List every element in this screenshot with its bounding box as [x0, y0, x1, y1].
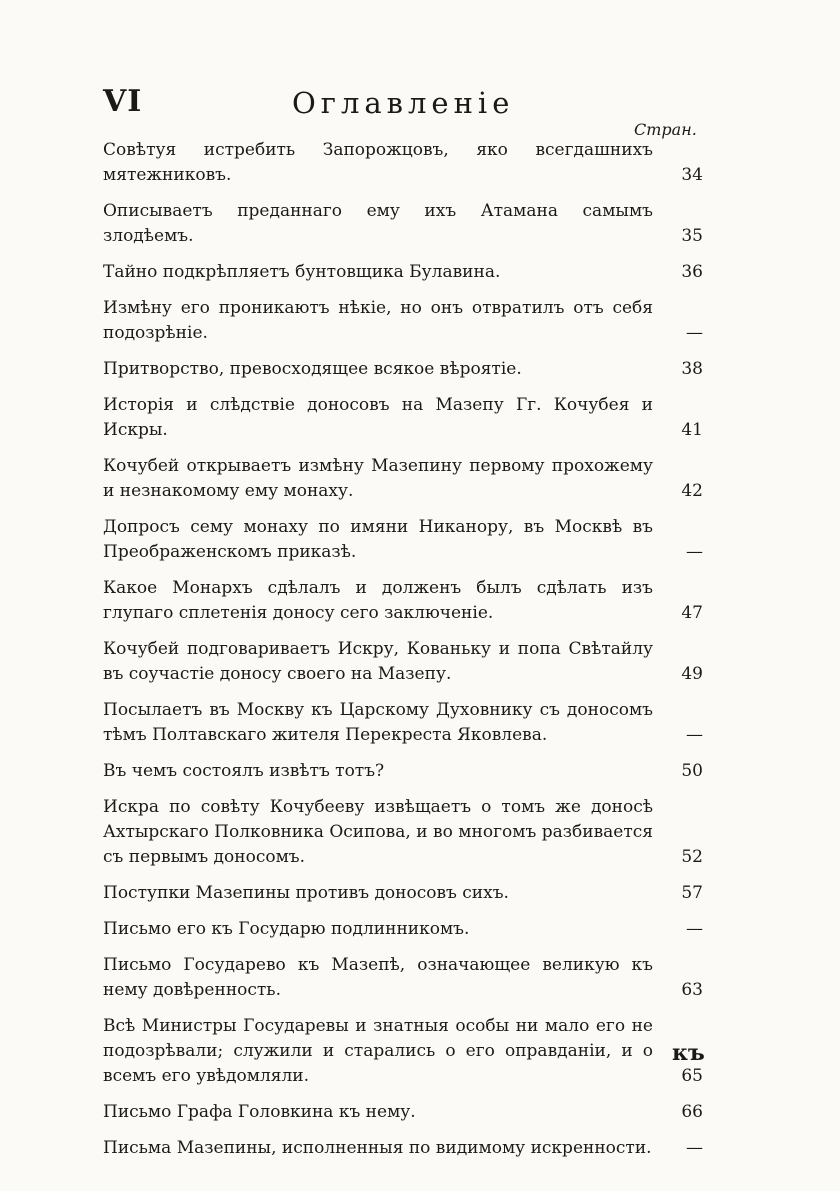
toc-entry-page: 65: [681, 1066, 703, 1086]
toc-entry-page: —: [686, 919, 703, 939]
toc-entry-page: 57: [681, 883, 703, 903]
toc-entry-text: Письмо его къ Государю подлинникомъ.: [103, 919, 470, 939]
toc-entry: [103, 576, 703, 626]
page-number: VI: [103, 84, 143, 119]
toc-entry: [103, 698, 703, 748]
toc-entry-text: Кочубей подговариваетъ Искру, Кованьку и попа Свѣтайлу въ соучастіе доносу своего на Мазепу.: [103, 639, 653, 684]
toc-entry-text: Исторія и слѣдствіе доносовъ на Мазепу Гг. Кочубея и Искры.: [103, 395, 653, 440]
toc-entry: [103, 393, 703, 443]
toc-entry: [103, 637, 703, 687]
toc-entry-page: —: [686, 542, 703, 562]
toc-entry-page: 35: [681, 226, 703, 246]
toc-entry: [103, 953, 703, 1003]
toc-entry: [103, 1100, 703, 1125]
toc-entry-page: 50: [681, 761, 703, 781]
toc-entry: [103, 454, 703, 504]
toc-entry-text: Всѣ Министры Государевы и знатныя особы ни мало его не подозрѣвали; служили и старались о его оправданіи, и о всемъ его увѣдомляли.: [103, 1016, 653, 1086]
toc-entry: [103, 795, 703, 870]
toc-entry-text: Письмо Графа Головкина къ нему.: [103, 1102, 416, 1122]
toc-entry: [103, 357, 703, 382]
page-column-label: Стран.: [634, 120, 697, 139]
toc-entry: [103, 260, 703, 285]
toc-entry-text: Поступки Мазепины противъ доносовъ сихъ.: [103, 883, 509, 903]
toc-entry-page: 47: [681, 603, 703, 623]
toc-entry: [103, 199, 703, 249]
toc-entry-text: Допросъ сему монаху по имяни Никанору, въ Москвѣ въ Преображенскомъ приказѣ.: [103, 517, 653, 562]
toc-entry-page: 63: [681, 980, 703, 1000]
toc-entry-page: 52: [681, 847, 703, 867]
toc-entry-page: —: [686, 323, 703, 343]
page-title: Оглавленіе: [292, 86, 515, 120]
toc-entry-text: Совѣтуя истребить Запорожцовъ, яко всегдашнихъ мятежниковъ.: [103, 140, 653, 185]
toc-entry: [103, 881, 703, 906]
toc-entry-page: 42: [681, 481, 703, 501]
toc-entry-text: Какое Монархъ сдѣлалъ и долженъ былъ сдѣлать изъ глупаго сплетенія доносу сего заключеніе.: [103, 578, 653, 623]
toc-entry-text: Письмо Государево къ Мазепѣ, означающее великую къ нему довѣренность.: [103, 955, 653, 1000]
toc-entry: [103, 296, 703, 346]
toc-entry-text: Кочубей открываетъ измѣну Мазепину первому прохожему и незнакомому ему монаху.: [103, 456, 653, 501]
toc-entry-text: Письма Мазепины, исполненныя по видимому искренности.: [103, 1138, 652, 1158]
toc-entry-page: 49: [681, 664, 703, 684]
catchword: къ: [672, 1040, 705, 1066]
toc-entry: [103, 138, 703, 188]
toc-entry-page: 41: [681, 420, 703, 440]
toc-entry: [103, 917, 703, 942]
toc-entry: [103, 759, 703, 784]
toc-entry-page: 38: [681, 359, 703, 379]
toc-entry-text: Посылаетъ въ Москву къ Царскому Духовнику съ доносомъ тѣмъ Полтавскаго жителя Перекреста Яковлева.: [103, 700, 653, 745]
toc-entry-page: —: [686, 725, 703, 745]
toc-entry-text: Измѣну его проникаютъ нѣкіе, но онъ отвратилъ отъ себя подозрѣніе.: [103, 298, 653, 343]
toc-entry: [103, 515, 703, 565]
toc-entry: [103, 1014, 703, 1089]
toc-entry-text: Описываетъ преданнаго ему ихъ Атамана самымъ злодѣемъ.: [103, 201, 653, 246]
toc-entry-page: 34: [681, 165, 703, 185]
toc-entry-page: 36: [681, 262, 703, 282]
toc-entry-text: Искра по совѣту Кочубееву извѣщаетъ о томъ же доносѣ Ахтырскаго Полковника Осипова, и во многомъ разбивается съ первымъ доносомъ.: [103, 797, 653, 867]
toc-entry-text: Притворство, превосходящее всякое вѣроятіе.: [103, 359, 522, 379]
toc-entry-text: Въ чемъ состоялъ извѣтъ тотъ?: [103, 761, 385, 781]
toc-entry-page: 66: [681, 1102, 703, 1122]
toc-list: [103, 138, 703, 1172]
toc-entry-text: Тайно подкрѣпляетъ бунтовщика Булавина.: [103, 262, 501, 282]
toc-entry: [103, 1136, 703, 1161]
toc-entry-page: —: [686, 1138, 703, 1158]
